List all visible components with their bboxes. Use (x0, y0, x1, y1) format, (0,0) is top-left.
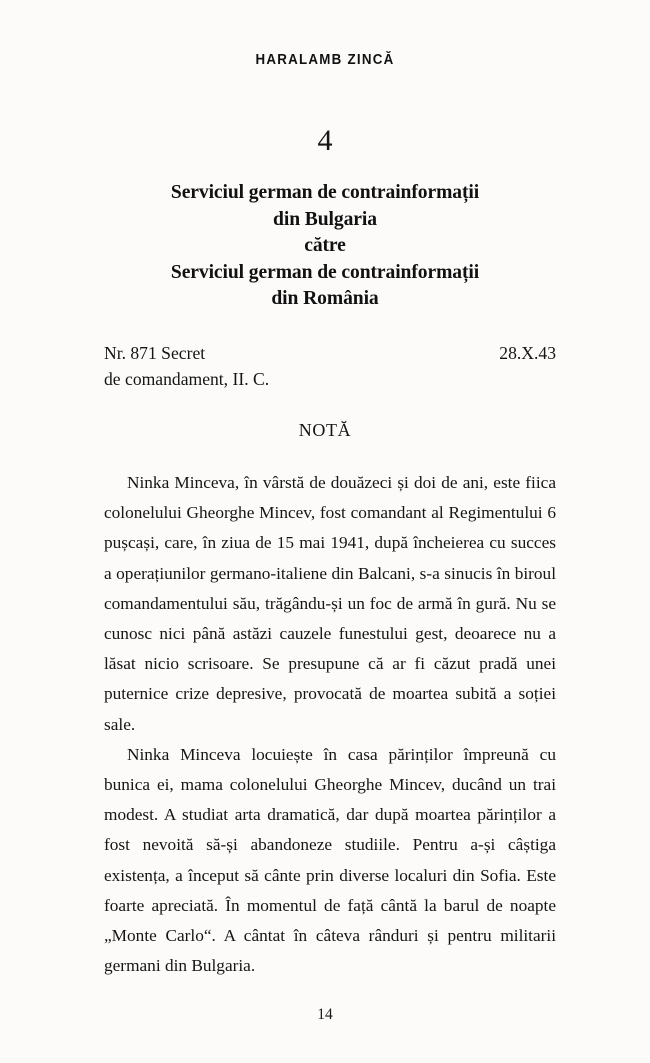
document-reference: Nr. 871 Secret (104, 343, 206, 363)
body-paragraph: Ninka Minceva locuiește în casa părinților împreună cu bunica ei, mama colonelului Gheorghe Mincev, ducând un trai modest. A studiat arta dramatică, dar după moartea părinților a fost nevoită să-și abandoneze studiile. Pentru a-și câștiga existența, a început să cânte prin diverse localuri din Sofia. Este foarte apreciată. În momentul de față cântă la barul de noapte „Monte Carlo“. A cântat în câteva rânduri și pentru militarii germani din Bulgaria. (104, 744, 556, 976)
running-head-author: HARALAMB ZINCĂ (255, 52, 395, 68)
chapter-number: 4 (317, 124, 333, 157)
chapter-title (60, 180, 590, 313)
body-paragraph: Ninka Minceva, în vârstă de douăzeci și doi de ani, este fiica colonelului Gheorghe Mincev, fost comandant al Regimentului 6 pușcași, care, în ziua de 15 mai 1941, după încheierea cu succes a operațiunilor germano-italiene din Balcani, s-a sinucis în biroul comandamentului său, trăgându-și un foc de armă în gură. Nu se cunosc nici până astăzi cauzele funestului gest, deoarece nu a lăsat nicio scrisoare. Se presupune că ar fi căzut pradă unei puternice crize depresive, provocată de moartea subită a soției sale. (104, 473, 556, 734)
chapter-title-line-3: către (304, 235, 346, 256)
chapter-title-line-5: din România (271, 288, 379, 309)
document-origin: de comandament, II. C. (104, 369, 270, 389)
chapter-title-line-4: Serviciul german de contrainformații (170, 261, 480, 283)
document-meta-row-primary (104, 340, 556, 366)
section-heading-nota: NOTĂ (298, 420, 352, 440)
page-number: 14 (317, 1006, 333, 1023)
chapter-title-line-1: Serviciul german de contrainformații (170, 182, 480, 203)
chapter-title-line-2: din Bulgaria (273, 208, 377, 230)
body-text (104, 468, 556, 981)
document-date: 28.X.43 (499, 343, 556, 363)
document-meta (104, 340, 556, 392)
